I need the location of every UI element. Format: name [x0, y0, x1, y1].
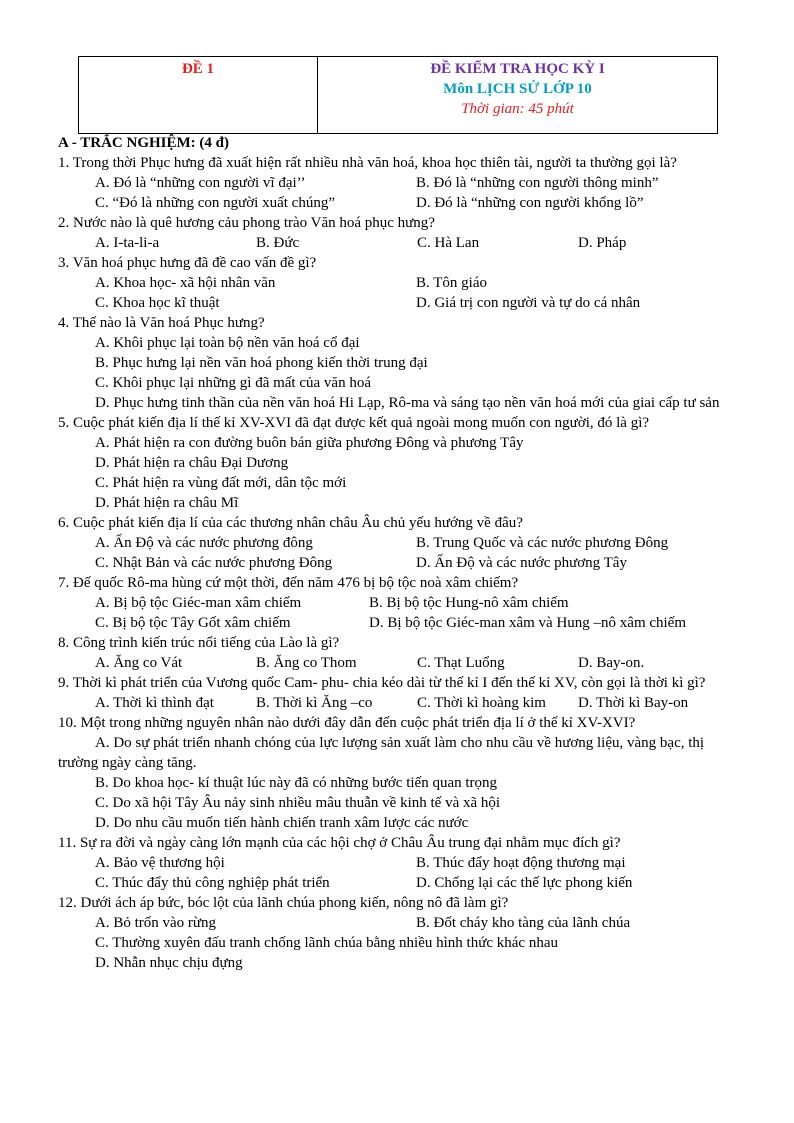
exam-subject: Môn LỊCH SỬ LỚP 10 [443, 81, 592, 97]
option-a[interactable]: A. I-ta-li-a [95, 235, 160, 251]
question-6 [58, 513, 748, 573]
question-text: 12. Dưới ách áp bức, bóc lột của lãnh chúa phong kiến, nông nô đã làm gì? [58, 895, 509, 911]
exam-header-table [78, 56, 718, 134]
answer-options [58, 593, 748, 633]
answer-options [58, 273, 748, 313]
option-d[interactable]: D. Pháp [578, 235, 627, 251]
option-a[interactable]: A. Ăng co Vát [95, 655, 183, 671]
section-title: A - TRẮC NGHIỆM: (4 đ) [58, 135, 229, 151]
question-text: 4. Thế nào là Văn hoá Phục hưng? [58, 315, 265, 331]
option-b[interactable]: B. Đó là “những con người thông minh” [416, 175, 659, 191]
option-b[interactable]: B. Trung Quốc và các nước phương Đông [416, 535, 669, 551]
option-d[interactable]: D. Phục hưng tinh thần của nền văn hoá Hi Lạp, Rô-ma và sáng tạo nền văn hoá mới của giai cấp tư sản [95, 395, 720, 411]
option-d[interactable]: D. Do nhu cầu muốn tiến hành chiến tranh xâm lược các nước [95, 815, 469, 831]
option-b[interactable]: B. Bị bộ tộc Hung-nô xâm chiếm [369, 595, 569, 611]
exam-title-cell [318, 57, 718, 134]
answer-options [58, 533, 748, 573]
option-a[interactable]: A. Bảo vệ thương hội [95, 855, 225, 871]
question-12 [58, 893, 748, 973]
option-c[interactable]: C. Khoa học kĩ thuật [95, 295, 220, 311]
answer-options [58, 913, 748, 933]
option-c[interactable]: C. Thường xuyên đấu tranh chống lãnh chúa bằng nhiều hình thức khác nhau [95, 935, 558, 951]
question-7 [58, 573, 748, 633]
option-b[interactable]: B. Tôn giáo [416, 275, 487, 291]
answer-options [58, 233, 748, 253]
question-text: 1. Trong thời Phục hưng đã xuất hiện rất nhiều nhà văn hoá, khoa học thiên tài, người ta thường gọi là? [58, 155, 677, 171]
option-a[interactable]: A. Do sự phát triển nhanh chóng của lực lượng sản xuất làm cho nhu cầu về hương liệu, vàng bạc, thị trường ngày càng tăng. [58, 735, 705, 771]
option-d[interactable]: D. Chống lại các thế lực phong kiến [416, 875, 633, 891]
question-text: 7. Đế quốc Rô-ma hùng cứ một thời, đến năm 476 bị bộ tộc noà xâm chiếm? [58, 575, 519, 591]
option-a[interactable]: A. Ấn Độ và các nước phương đông [95, 535, 313, 551]
option-c[interactable]: C. Thúc đẩy thủ công nghiệp phát triển [95, 875, 330, 891]
option-d[interactable]: D. Phát hiện ra châu Mĩ [95, 495, 239, 511]
option-c[interactable]: C. Do xã hội Tây Âu nảy sinh nhiều mâu thuẫn về kinh tế và xã hội [95, 795, 501, 811]
question-11 [58, 833, 748, 893]
exam-content [58, 133, 748, 973]
option-c[interactable]: C. Hà Lan [417, 235, 480, 251]
option-a[interactable]: A. Bỏ trốn vào rừng [95, 915, 217, 931]
option-d[interactable]: D. Bay-on. [578, 655, 645, 671]
question-8 [58, 633, 748, 673]
question-1 [58, 153, 748, 213]
question-text: 11. Sự ra đời và ngày càng lớn mạnh của các hội chợ ở Châu Âu trung đại nhằm mục đích gì? [58, 835, 621, 851]
question-text: 10. Một trong những nguyên nhân nào dưới đây dẫn đến cuộc phát triển địa lí ở thế kỉ XV-XVI? [58, 715, 636, 731]
exam-code-cell [79, 57, 318, 134]
question-text: 2. Nước nào là quê hương cảu phong trào Văn hoá phục hưng? [58, 215, 435, 231]
option-d[interactable]: D. Ấn Độ và các nước phương Tây [416, 555, 627, 571]
exam-title: ĐỀ KIỂM TRA HỌC KỲ I [430, 61, 605, 77]
question-2 [58, 213, 748, 253]
answer-options [58, 853, 748, 893]
option-b[interactable]: B. Do khoa học- kí thuật lúc này đã có những bước tiến quan trọng [95, 775, 498, 791]
question-4 [58, 313, 748, 413]
option-a[interactable]: A. Thời kì thình đạt [95, 695, 214, 711]
option-d[interactable]: D. Bị bộ tộc Giéc-man xâm và Hung –nô xâm chiếm [369, 615, 687, 631]
option-c[interactable]: C. Thạt Luổng [417, 655, 505, 671]
option-b[interactable]: B. Đức [256, 235, 300, 251]
option-c[interactable]: C. Bị bộ tộc Tây Gốt xâm chiếm [95, 615, 291, 631]
option-d[interactable]: D. Nhẫn nhục chịu đựng [95, 955, 243, 971]
option-b[interactable]: B. Thúc đẩy hoạt động thương mại [416, 855, 626, 871]
question-text: 8. Công trình kiến trúc nổi tiếng của Lào là gì? [58, 635, 340, 651]
question-10 [58, 713, 748, 833]
exam-code: ĐỀ 1 [181, 61, 215, 77]
option-a[interactable]: A. Khoa học- xã hội nhân văn [95, 275, 276, 291]
question-text: 5. Cuộc phát kiến địa lí thế kỉ XV-XVI đã đạt được kết quả ngoài mong muốn con người, đó là gì? [58, 415, 650, 431]
option-a[interactable]: A. Khôi phục lại toàn bộ nền văn hoá cổ đại [95, 335, 360, 351]
option-a[interactable]: A. Đó là “những con người vĩ đại’’ [95, 175, 306, 191]
exam-time: Thời gian: 45 phút [461, 101, 574, 117]
question-text: 9. Thời kì phát triển của Vương quốc Cam- phu- chia kéo dài từ thế kỉ I đến thế kỉ XV, còn gọi là thời kì gì? [58, 675, 706, 691]
option-c[interactable]: C. Phát hiện ra vùng đất mới, dân tộc mới [95, 475, 347, 491]
option-c[interactable]: C. Thời kì hoàng kim [417, 695, 546, 711]
option-b[interactable]: B. Ăng co Thom [256, 655, 357, 671]
option-d[interactable]: D. Đó là “những con người khổng lồ” [416, 195, 644, 211]
option-d[interactable]: D. Giá trị con người và tự do cá nhân [416, 295, 641, 311]
question-3 [58, 253, 748, 313]
option-b[interactable]: B. Thời kì Ăng –co [256, 695, 373, 711]
question-9 [58, 673, 748, 713]
option-d[interactable]: D. Thời kì Bay-on [578, 695, 689, 711]
question-5 [58, 413, 748, 513]
answer-options [58, 693, 748, 713]
option-b[interactable]: D. Phát hiện ra châu Đại Dương [95, 455, 289, 471]
option-b[interactable]: B. Phục hưng lại nền văn hoá phong kiến thời trung đại [95, 355, 428, 371]
option-b[interactable]: B. Đốt cháy kho tàng của lãnh chúa [416, 915, 631, 931]
option-c[interactable]: C. Khôi phục lại những gì đã mất của văn hoá [95, 375, 371, 391]
option-c[interactable]: C. “Đó là những con người xuất chúng” [95, 195, 335, 211]
answer-options [58, 173, 748, 213]
answer-options [58, 653, 748, 673]
question-text: 3. Văn hoá phục hưng đã đề cao vấn đề gì? [58, 255, 317, 271]
option-a[interactable]: A. Bị bộ tộc Giéc-man xâm chiếm [95, 595, 302, 611]
question-text: 6. Cuộc phát kiến địa lí của các thương nhân châu Âu chủ yếu hướng về đâu? [58, 515, 523, 531]
option-a[interactable]: A. Phát hiện ra con đường buôn bán giữa phương Đông và phương Tây [95, 435, 524, 451]
option-c[interactable]: C. Nhật Bản và các nước phương Đông [95, 555, 333, 571]
